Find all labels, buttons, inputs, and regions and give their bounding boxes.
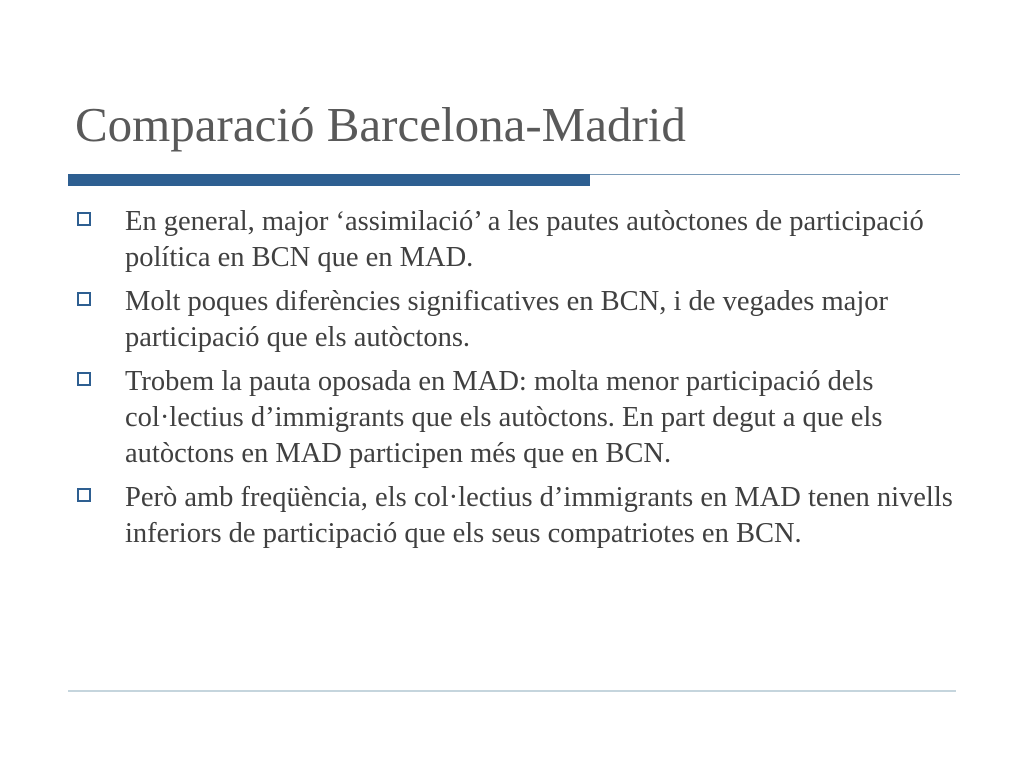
bullet-text: Trobem la pauta oposada en MAD: molta menor participació dels col·lectius d’immigrants que els autòctons. En part degut a que els autòctons en MAD participen més que en BCN.: [125, 366, 883, 469]
slide-title: Comparació Barcelona-Madrid: [75, 97, 686, 152]
bullet-list: [77, 204, 957, 560]
hollow-square-icon: [77, 372, 91, 386]
bullet-item: [77, 480, 957, 552]
bullet-text: En general, major ‘assimilació’ a les pautes autòctones de participació política en BCN que en MAD.: [125, 206, 924, 273]
hollow-square-icon: [77, 212, 91, 226]
hollow-square-icon: [77, 292, 91, 306]
bullet-item: [77, 204, 957, 276]
bullet-item: [77, 284, 957, 356]
hollow-square-icon: [77, 488, 91, 502]
bullet-text: Però amb freqüència, els col·lectius d’immigrants en MAD tenen nivells inferiors de participació que els seus compatriotes en BCN.: [125, 482, 953, 549]
bullet-item: [77, 364, 957, 472]
title-underline-accent: [68, 174, 590, 186]
bullet-text: Molt poques diferències significatives en BCN, i de vegades major participació que els autòctons.: [125, 286, 888, 353]
footer-divider: [68, 690, 956, 692]
